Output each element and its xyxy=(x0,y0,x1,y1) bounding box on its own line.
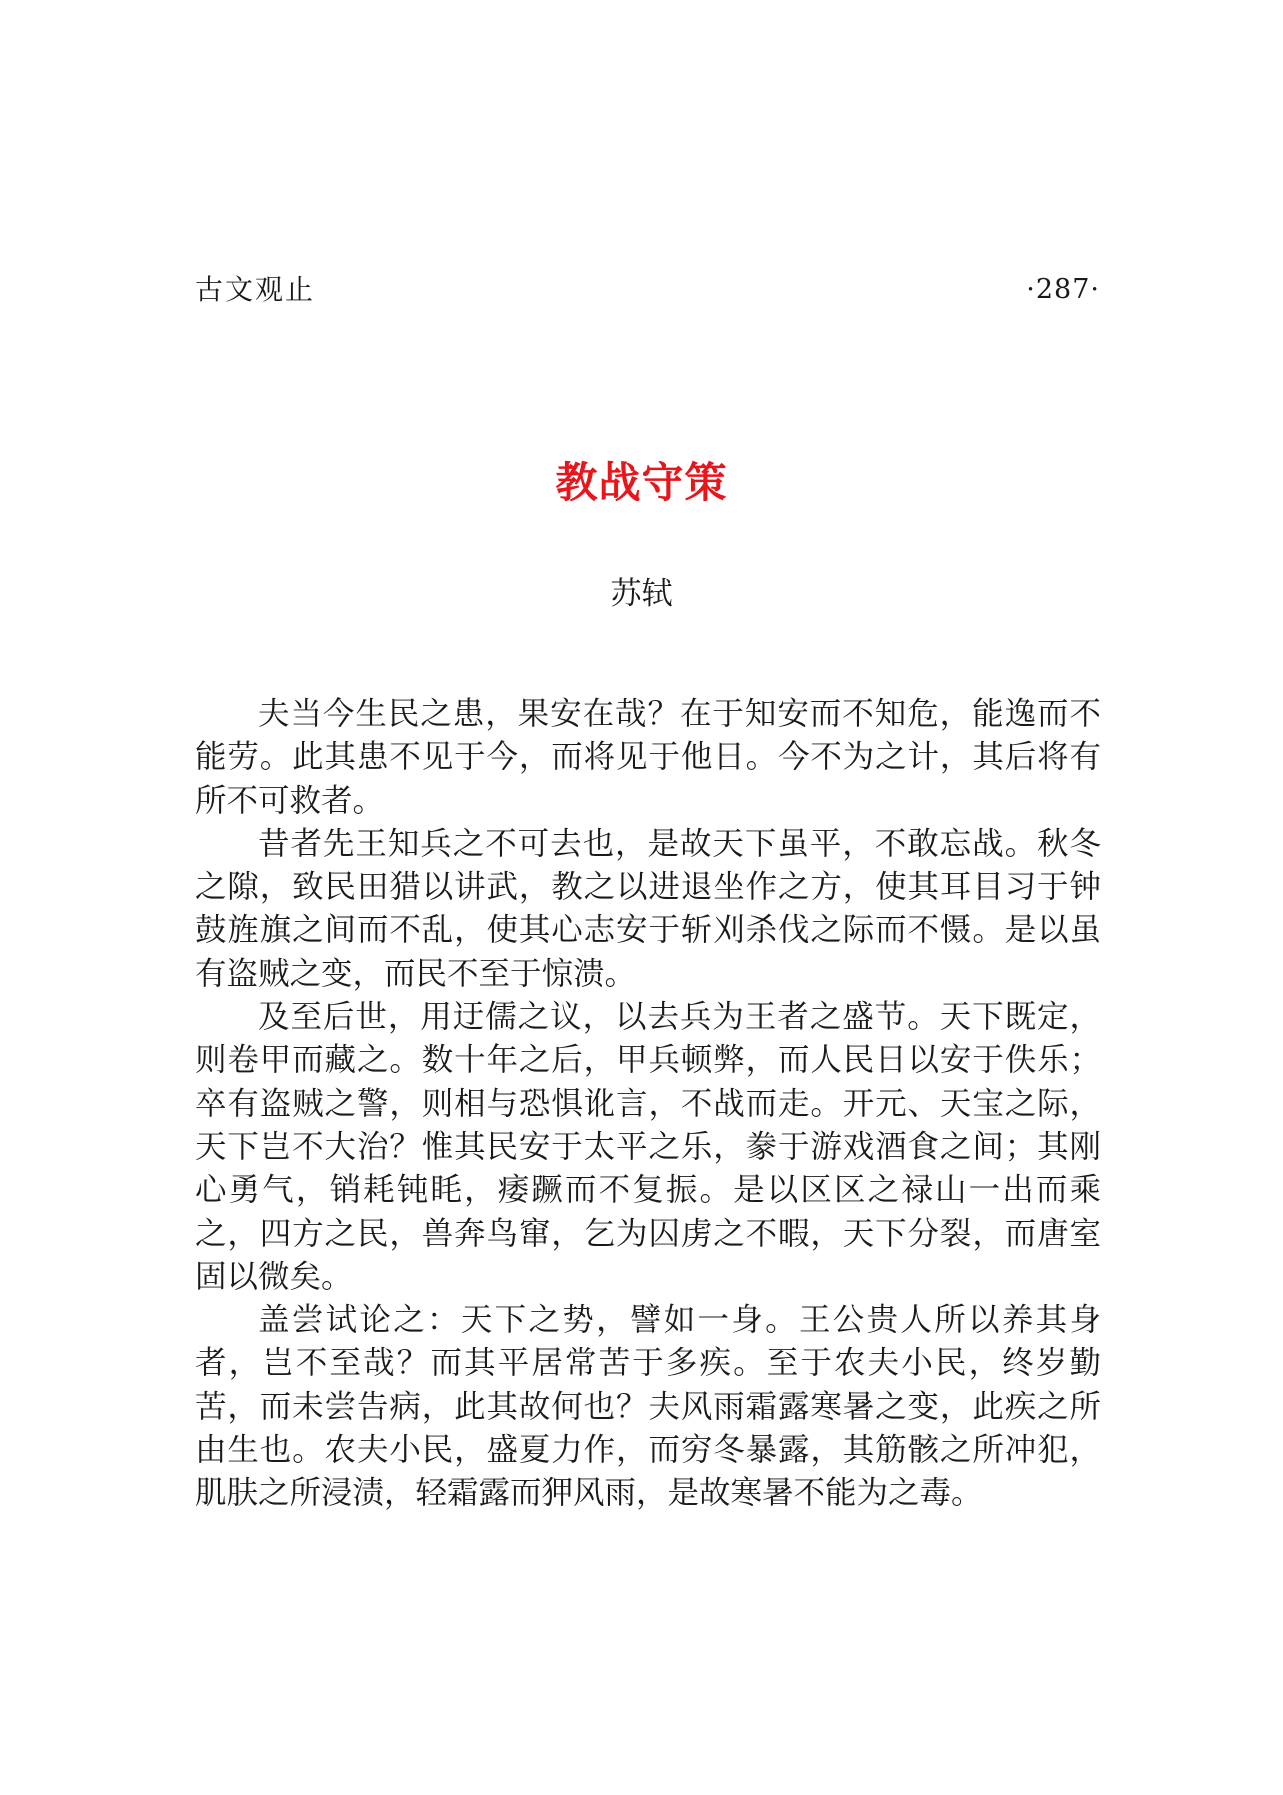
paragraph-1: 夫当今生民之患，果安在哉？在于知安而不知危，能逸而不能劳。此其患不见于今，而将见于他日。今不为之计，其后将有所不可救者。 xyxy=(195,696,1101,819)
essay-author: 苏轼 xyxy=(610,576,673,612)
essay-title: 教战守策 xyxy=(555,458,728,507)
book-title: 古文观止 xyxy=(195,273,316,306)
essay-body xyxy=(195,693,1101,1516)
paragraph-3: 及至后世，用迂儒之议，以去兵为王者之盛节。天下既定，则卷甲而藏之。数十年之后，甲兵顿弊，而人民日以安于佚乐；卒有盗贼之警，则相与恐惧讹言，不战而走。开元、天宝之际，天下岂不大治？惟其民安于太平之乐，豢于游戏酒食之间；其刚心勇气，销耗钝眊，痿蹶而不复振。是以区区之禄山一出而乘之，四方之民，兽奔鸟窜，乞为囚虏之不暇，天下分裂，而唐室固以微矣。 xyxy=(195,999,1101,1295)
page-number: ·287· xyxy=(1026,274,1100,305)
paragraph-4: 盖尝试论之：天下之势，譬如一身。王公贵人所以养其身者，岂不至哉？而其平居常苦于多疾。至于农夫小民，终岁勤苦，而未尝告病，此其故何也？夫风雨霜露寒暑之变，此疾之所由生也。农夫小民，盛夏力作，而穷冬暴露，其筋骸之所冲犯，肌肤之所浸渍，轻霜露而狎风雨，是故寒暑不能为之毒。 xyxy=(195,1302,1101,1512)
running-header xyxy=(195,270,1100,310)
paragraph-2: 昔者先王知兵之不可去也，是故天下虽平，不敢忘战。秋冬之隙，致民田猎以讲武，教之以进退坐作之方，使其耳目习于钟鼓旌旗之间而不乱，使其心志安于斩刈杀伐之际而不慑。是以虽有盗贼之变，而民不至于惊溃。 xyxy=(195,825,1101,992)
